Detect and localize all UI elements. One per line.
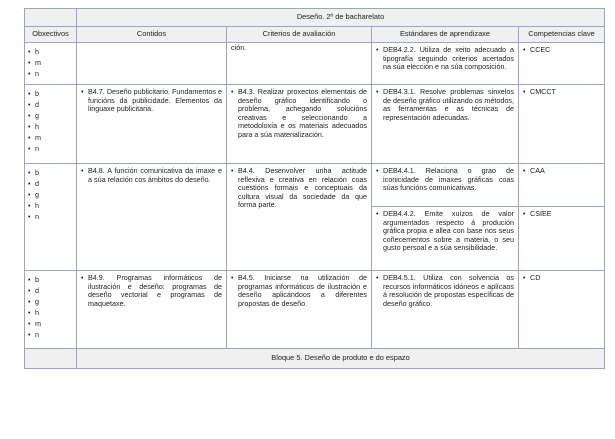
objective-item: • m — [28, 132, 73, 143]
criterion-text: ción. — [231, 43, 247, 52]
objective-item: • n — [28, 143, 73, 154]
criterion-cell — [227, 43, 372, 85]
competence-text: • CD — [523, 274, 600, 283]
content-cell — [77, 271, 227, 349]
standard-cell — [372, 164, 519, 207]
table-row — [25, 271, 605, 349]
objectives-cell — [25, 85, 77, 164]
objective-item: • d — [28, 285, 73, 296]
content-cell — [77, 43, 227, 85]
content-cell — [77, 85, 227, 164]
competence-cell — [519, 43, 605, 85]
header-contents: Contidos — [77, 27, 227, 43]
title-spacer-cell — [25, 9, 77, 27]
standard-cell — [372, 85, 519, 164]
objective-item: • d — [28, 178, 73, 189]
competence-text: • CMCCT — [523, 88, 600, 97]
objective-item: • b — [28, 167, 73, 178]
standard-cell — [372, 207, 519, 271]
competence-text: • CCEC — [523, 46, 600, 55]
objective-item: • g — [28, 110, 73, 121]
criterion-text: • B4.5. Iniciarse na utilización de programas informáticos de ilustración e deseño aplicándoos a diferentes propostas de deseño. — [231, 274, 367, 308]
objective-item: • d — [28, 99, 73, 110]
objective-item: • m — [28, 57, 73, 68]
block-heading: Bloque 5. Deseño de produto e do espazo — [77, 349, 605, 369]
objective-item: • h — [28, 200, 73, 211]
course-title-row — [25, 9, 605, 27]
objective-item: • h — [28, 46, 73, 57]
curriculum-table — [24, 8, 605, 369]
content-text: • B4.7. Deseño publicitario. Fundamentos e funcións da publicidade. Elementos da linguaxe publicitaria. — [81, 88, 222, 114]
standard-cell — [372, 43, 519, 85]
objectives-cell — [25, 43, 77, 85]
criterion-cell — [227, 271, 372, 349]
standard-text: • DEB4.3.1. Resolve problemas sinxelos de deseño gráfico utilizando os métodos, as ferramentas e as técnicas de representación adecuadas. — [376, 88, 514, 122]
standard-text: • DEB4.2.2. Utiliza de xeito adecuado a tipografía seguindo criterios acertados na súa elección e na súa composición. — [376, 46, 514, 72]
competence-cell — [519, 271, 605, 349]
standard-text: • DEB4.4.1. Relaciona o grao de iconicidade de imaxes gráficas coas súas funcións comunicativas. — [376, 167, 514, 193]
table-row — [25, 85, 605, 164]
content-cell — [77, 164, 227, 271]
objective-item: • b — [28, 274, 73, 285]
competence-cell — [519, 85, 605, 164]
course-title: Deseño. 2º de bacharelato — [77, 9, 605, 27]
header-row — [25, 27, 605, 43]
header-objectives: Obxectivos — [25, 27, 77, 43]
objective-item: • n — [28, 68, 73, 79]
competence-cell — [519, 207, 605, 271]
header-criteria: Criterios de avaliación — [227, 27, 372, 43]
header-competences: Competencias clave — [519, 27, 605, 43]
standard-text: • DEB4.4.2. Emite xuízos de valor argumentados respecto á produción gráfica propia e allea con base nos seus coñecementos sobre a materia, o seu gusto persoal e a súa sensibilidade. — [376, 210, 514, 253]
header-standards: Estándares de aprendizaxe — [372, 27, 519, 43]
objective-item: • g — [28, 189, 73, 200]
objective-item: • n — [28, 329, 73, 340]
competence-cell — [519, 164, 605, 207]
content-text: • B4.8. A función comunicativa da imaxe e a súa relación cos ámbitos do deseño. — [81, 167, 222, 184]
block-heading-row — [25, 349, 605, 369]
objective-item: • h — [28, 307, 73, 318]
criterion-cell — [227, 164, 372, 271]
objective-item: • n — [28, 211, 73, 222]
objective-item: • m — [28, 318, 73, 329]
standard-cell — [372, 271, 519, 349]
objectives-cell — [25, 271, 77, 349]
criterion-text: • B4.4. Desenvolver unha actitude reflexiva e creativa en relación coas cuestións formais e conceptuais da cultura visual da sociedade da que forma parte. — [231, 167, 367, 210]
table-row — [25, 164, 605, 207]
objectives-cell — [25, 164, 77, 271]
objective-item: • g — [28, 296, 73, 307]
block-spacer-cell — [25, 349, 77, 369]
competence-text: • CSIEE — [523, 210, 600, 219]
objective-item: • b — [28, 88, 73, 99]
table-row — [25, 43, 605, 85]
objective-item: • h — [28, 121, 73, 132]
criterion-text: • B4.3. Realizar proxectos elementais de deseño gráfico identificando o problema, achegando solucións creativas e seleccionando a metodoloxía e os materiais adecuados para a súa materialización. — [231, 88, 367, 140]
standard-text: • DEB4.5.1. Utiliza con solvencia os recursos informáticos idóneos e aplícaos á resolución de propostas específicas de deseño gráfico. — [376, 274, 514, 308]
competence-text: • CAA — [523, 167, 600, 176]
content-text: • B4.9. Programas informáticos de ilustración e deseño: programas de deseño vectorial e programas de maquetaxe. — [81, 274, 222, 308]
criterion-cell — [227, 85, 372, 164]
